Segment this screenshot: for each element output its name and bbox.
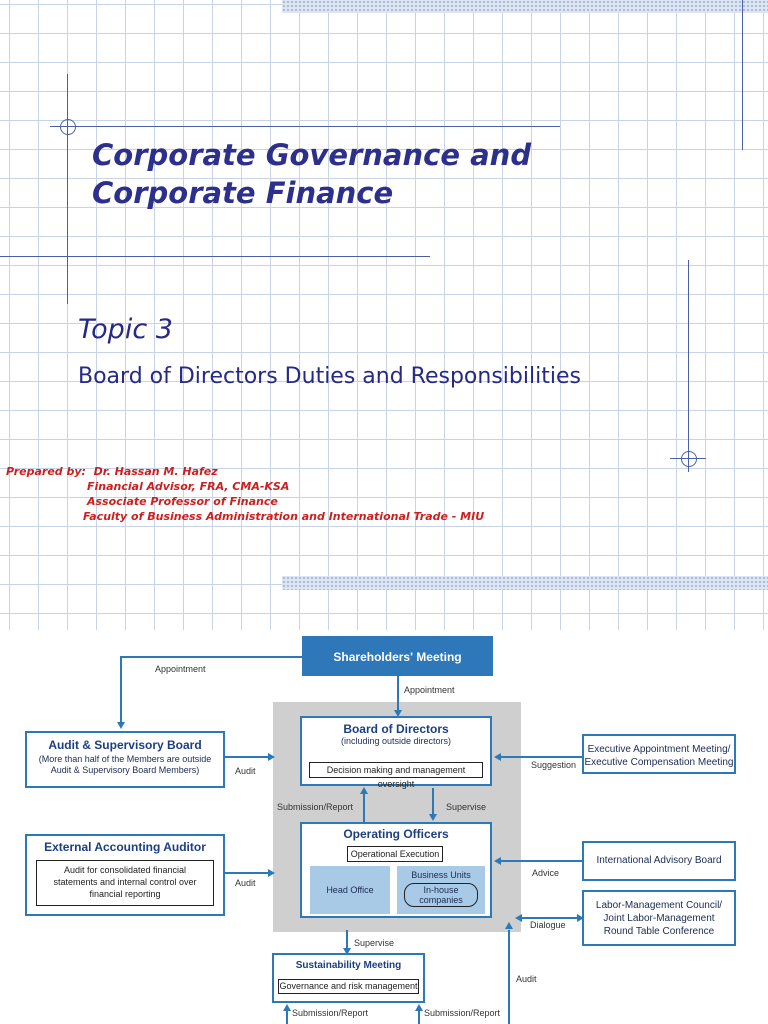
head-office-box — [310, 866, 390, 914]
audit-supervisory-board-note: (More than half of the Members are outside Audit & Supervisory Board Members) — [38, 754, 212, 775]
connector — [225, 872, 273, 874]
slide-title — [92, 136, 531, 212]
arrow — [360, 787, 368, 794]
audit-label-2: Audit — [235, 878, 256, 888]
appointment-left-label: Appointment — [155, 664, 206, 674]
labor-management-council-box — [582, 890, 736, 946]
governance-structure-diagram — [0, 630, 768, 1024]
arrow — [283, 1004, 291, 1011]
arrow — [268, 869, 275, 877]
board-of-directors-box — [300, 716, 492, 789]
author-faculty: Faculty of Business Administration and International Trade - MIU — [83, 510, 485, 523]
sustainability-meeting-title: Sustainability Meeting — [295, 960, 402, 971]
author-credentials: Financial Advisor, FRA, CMA-KSA — [87, 480, 290, 493]
shareholders-meeting-box — [302, 636, 493, 676]
submission-bottom-label-1: Submission/Report — [292, 1008, 369, 1018]
connector — [500, 860, 582, 862]
international-advisory-board-label: International Advisory Board — [596, 855, 722, 866]
head-office-label: Head Office — [326, 885, 374, 895]
submission-report-label: Submission/Report — [277, 802, 354, 812]
supervise-label-2: Supervise — [354, 938, 395, 948]
decorative-dot-band-top — [282, 0, 768, 13]
executive-meeting-label: Executive Appointment Meeting/ Executive Compensation Meeting — [584, 744, 734, 768]
decorative-line — [50, 126, 560, 127]
connector — [120, 656, 122, 724]
operating-officers-title: Operating Officers — [343, 827, 449, 841]
connector — [225, 756, 273, 758]
slide-title-line-1: Corporate Governance and — [92, 138, 532, 172]
connector — [120, 656, 302, 658]
connector — [500, 756, 582, 758]
executive-meeting-box — [582, 734, 736, 774]
external-auditor-note-box: Audit for consolidated financial statements and internal control over financial reporting — [36, 860, 214, 906]
arrow — [117, 722, 125, 729]
sustainability-role-box: Governance and risk management — [278, 979, 419, 994]
connector — [397, 676, 399, 712]
supervise-label: Supervise — [446, 802, 487, 812]
inhouse-companies-pill: In-house companies — [404, 883, 478, 907]
prepared-by-label: Prepared by: — [6, 465, 86, 478]
board-of-directors-title: Board of Directors — [343, 722, 449, 736]
connector — [363, 794, 365, 822]
prepared-by-line — [6, 464, 484, 479]
shareholders-meeting-label: Shareholders' Meeting — [333, 650, 462, 664]
advice-label: Advice — [532, 868, 560, 878]
connector — [432, 788, 434, 816]
author-name: Dr. Hassan M. Hafez — [93, 465, 218, 478]
submission-bottom-label-2: Submission/Report — [424, 1008, 501, 1018]
connector — [286, 1010, 288, 1024]
decorative-line — [67, 74, 68, 304]
audit-label-3: Audit — [516, 974, 537, 984]
prepared-by-block — [6, 464, 484, 524]
decorative-circle — [60, 119, 76, 135]
operational-execution-box: Operational Execution — [347, 846, 443, 862]
suggestion-label: Suggestion — [531, 760, 577, 770]
sustainability-meeting-box — [272, 953, 425, 1003]
audit-supervisory-board-box — [25, 731, 225, 788]
board-of-directors-subtitle: (including outside directors) — [340, 736, 452, 746]
labor-management-council-label: Labor-Management Council/ Joint Labor-Management Round Table Conference — [595, 900, 723, 937]
audit-label-1: Audit — [235, 766, 256, 776]
external-accounting-auditor-box — [25, 834, 225, 916]
arrow — [577, 914, 584, 922]
arrow — [515, 914, 522, 922]
audit-supervisory-board-title: Audit & Supervisory Board — [48, 738, 202, 752]
arrow — [505, 922, 513, 929]
business-units-box — [397, 866, 485, 914]
author-position: Associate Professor of Finance — [87, 495, 278, 508]
connector — [522, 917, 582, 919]
connector — [418, 1010, 420, 1024]
decorative-dot-band-middle — [282, 576, 768, 590]
arrow — [268, 753, 275, 761]
connector — [508, 930, 510, 1024]
dialogue-label: Dialogue — [530, 920, 566, 930]
topic-heading: Topic 3 — [78, 314, 173, 345]
international-advisory-board-box — [582, 841, 736, 881]
operating-officers-box — [300, 822, 492, 918]
board-role-box: Decision making and management oversight — [309, 762, 483, 778]
arrow — [429, 814, 437, 821]
decorative-line — [742, 0, 743, 150]
appointment-center-label: Appointment — [404, 685, 455, 695]
decorative-line — [688, 260, 689, 472]
arrow — [415, 1004, 423, 1011]
arrow — [494, 857, 501, 865]
decorative-line — [0, 256, 430, 257]
external-accounting-auditor-title: External Accounting Auditor — [44, 840, 206, 854]
topic-subtitle: Board of Directors Duties and Responsibilities — [78, 364, 581, 389]
slide-title-line-2: Corporate Finance — [92, 176, 394, 210]
business-units-label: Business Units — [411, 870, 471, 880]
decorative-circle — [681, 451, 697, 467]
arrow — [494, 753, 501, 761]
